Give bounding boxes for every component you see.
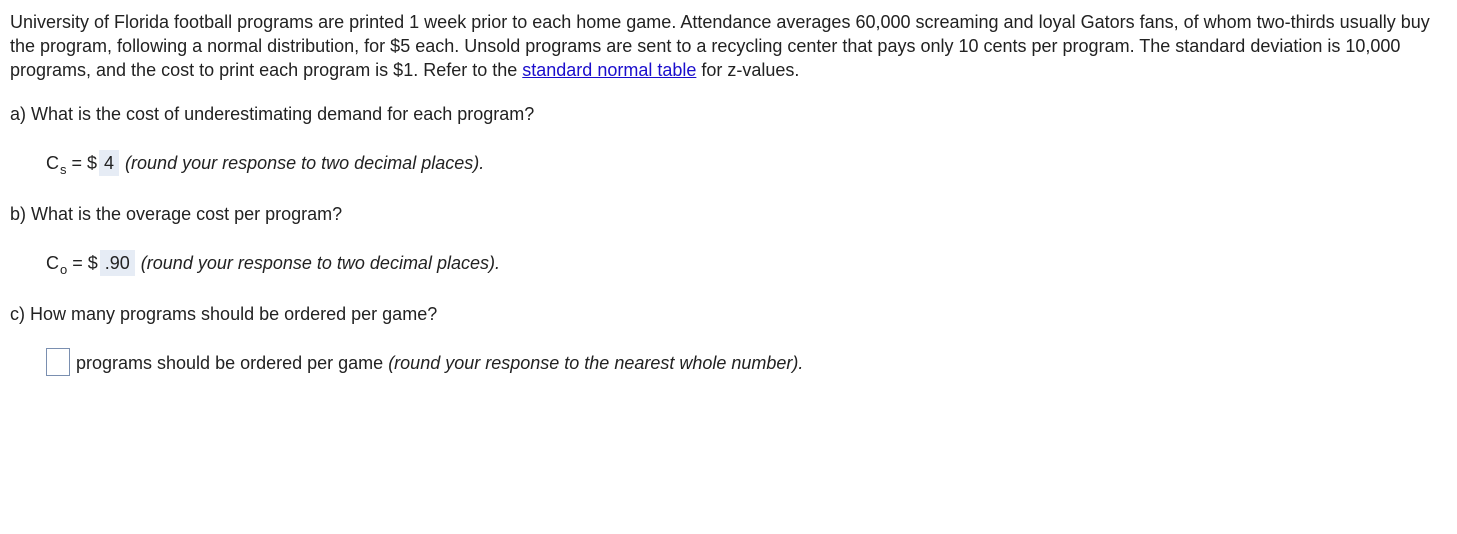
equals-dollar: = $ xyxy=(66,153,98,173)
hint-a: (round your response to two decimal places). xyxy=(125,153,485,173)
problem-text-end: for z-values. xyxy=(696,60,800,80)
answer-row-b xyxy=(46,250,500,277)
variable-cs: $C_s$ xyxy=(46,153,67,177)
answer-c-label: programs should be ordered per game xyxy=(76,352,389,373)
problem-statement xyxy=(10,10,1450,82)
question-c: c) How many programs should be ordered per game? xyxy=(10,304,438,324)
question-a: a) What is the cost of underestimating demand for each program? xyxy=(10,104,535,124)
equals-dollar: = $ xyxy=(67,253,98,273)
answer-c-input[interactable] xyxy=(46,348,70,376)
problem-text: University of Florida football programs are printed 1 week prior to each home game. Attendance averages 60,000 screaming and loyal Gators fans, of whom two-thirds usually buy the program, following a normal distribution, for $5 each. Unsold programs are sent to a recycling center that pays only 10 cents per program. The standard deviation is 10,000 programs, and the cost to print each program is $1. Refer to the xyxy=(10,12,1430,80)
answer-a-field[interactable]: 4 xyxy=(99,150,119,176)
answer-row-c xyxy=(46,350,803,378)
variable-co: $C_o$ xyxy=(46,253,68,277)
answer-b-field[interactable]: .90 xyxy=(100,250,135,276)
question-b: b) What is the overage cost per program? xyxy=(10,204,343,224)
hint-c: (round your response to the nearest whole number). xyxy=(388,352,804,373)
hint-b: (round your response to two decimal places). xyxy=(140,253,500,273)
standard-normal-table-link[interactable]: standard normal table xyxy=(522,60,697,80)
answer-row-a xyxy=(46,150,484,177)
